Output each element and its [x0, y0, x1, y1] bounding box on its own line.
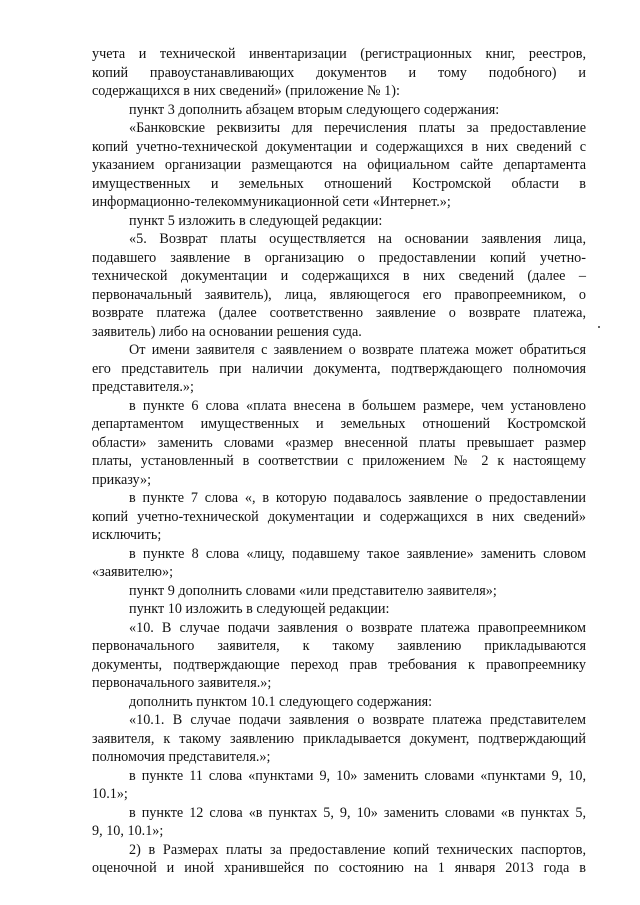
- text-line: области» заменить словами «размер внесенной платы превышает размер: [92, 434, 586, 451]
- text-line: учета и технической инвентаризации (регистрационных книг, реестров,: [92, 46, 586, 62]
- text-line: 10.1»;: [92, 786, 128, 802]
- text-line: копий учетно-технической документации и содержащихся в них сведений»: [92, 508, 586, 525]
- text-line: подавшего заявление в организацию о предоставлении копий учетно-: [92, 249, 586, 266]
- text-line: «10. В случае подачи заявления о возврате платежа правопреемником: [129, 619, 586, 636]
- text-line: его представитель при наличии документа, подтверждающего полномочия: [92, 360, 586, 377]
- text-line: содержащихся в них сведений» (приложение № 1):: [92, 83, 400, 99]
- scan-dot: [598, 326, 600, 328]
- text-line: «Банковские реквизиты для перечисления платы за предоставление: [129, 120, 586, 136]
- text-line: копий учетно-технической документации и содержащихся в них сведений с: [92, 138, 586, 155]
- text-line: пункт 5 изложить в следующей редакции:: [129, 212, 383, 229]
- text-line: департаментом имущественных и земельных отношений Костромской: [92, 416, 586, 432]
- text-line: в пункте 7 слова «, в которую подавалось заявление о предоставлении: [129, 490, 586, 506]
- text-line: в пункте 8 слова «лицу, подавшему такое заявление» заменить словом: [129, 545, 586, 562]
- text-line: в пункте 11 слова «пунктами 9, 10» заменить словами «пунктами 9, 10,: [129, 767, 586, 784]
- text-line: приказу»;: [92, 471, 152, 488]
- text-line: дополнить пунктом 10.1 следующего содержания:: [129, 693, 433, 710]
- text-line: От имени заявителя с заявлением о возврате платежа может обратиться: [129, 342, 586, 358]
- text-line: возврате платежа (далее соответственно заявление о возврате платежа,: [92, 305, 586, 321]
- text-line: первоначального заявителя.»;: [92, 675, 272, 691]
- text-line: заявитель) либо на основании решения суда.: [92, 323, 362, 340]
- text-line: представителя.»;: [92, 379, 194, 395]
- text-line: пункт 10 изложить в следующей редакции:: [129, 601, 390, 617]
- text-line: первоначального заявителя, к такому заявлению прикладываются: [92, 638, 586, 654]
- text-line: имущественных и земельных отношений Костромской области в: [92, 175, 586, 192]
- text-line: пункт 3 дополнить абзацем вторым следующего содержания:: [129, 101, 500, 118]
- text-line: технической документации и содержащихся в них сведений (далее –: [92, 268, 586, 284]
- text-line: указанием организации размещаются на официальном сайте департамента: [92, 157, 586, 173]
- text-line: полномочия представителя.»;: [92, 749, 271, 765]
- text-line: 2) в Размерах платы за предоставление копий технических паспортов,: [129, 841, 586, 858]
- text-line: первоначальный заявитель), лица, являющегося его правопреемником, о: [92, 286, 586, 303]
- text-line: в пункте 6 слова «плата внесена в большем размере, чем установлено: [129, 397, 586, 414]
- text-line: 9, 10, 10.1»;: [92, 823, 164, 839]
- text-line: в пункте 12 слова «в пунктах 5, 9, 10» заменить словами «в пунктах 5,: [129, 804, 586, 821]
- document-body: [92, 45, 586, 878]
- text-line: заявителя, к такому заявлению прикладывается документ, подтверждающий: [92, 730, 586, 747]
- text-line: платы, установленный в соответствии с приложением № 2 к настоящему: [92, 453, 586, 469]
- text-line: «10.1. В случае подачи заявления о возврате платежа представителем: [129, 712, 586, 728]
- text-line: копий правоустанавливающих документов и тому подобного) и: [92, 64, 586, 81]
- text-line: «5. Возврат платы осуществляется на основании заявления лица,: [129, 231, 586, 247]
- text-line: оценочной и иной хранившейся по состоянию на 1 января 2013 года в: [92, 860, 586, 876]
- text-line: «заявителю»;: [92, 564, 174, 580]
- text-line: информационно-телекоммуникационной сети «Интернет.»;: [92, 194, 451, 210]
- text-line: документы, подтверждающие переход прав требования к правопреемнику: [92, 656, 586, 673]
- text-line: пункт 9 дополнить словами «или представителю заявителя»;: [129, 582, 497, 599]
- text-line: исключить;: [92, 527, 162, 543]
